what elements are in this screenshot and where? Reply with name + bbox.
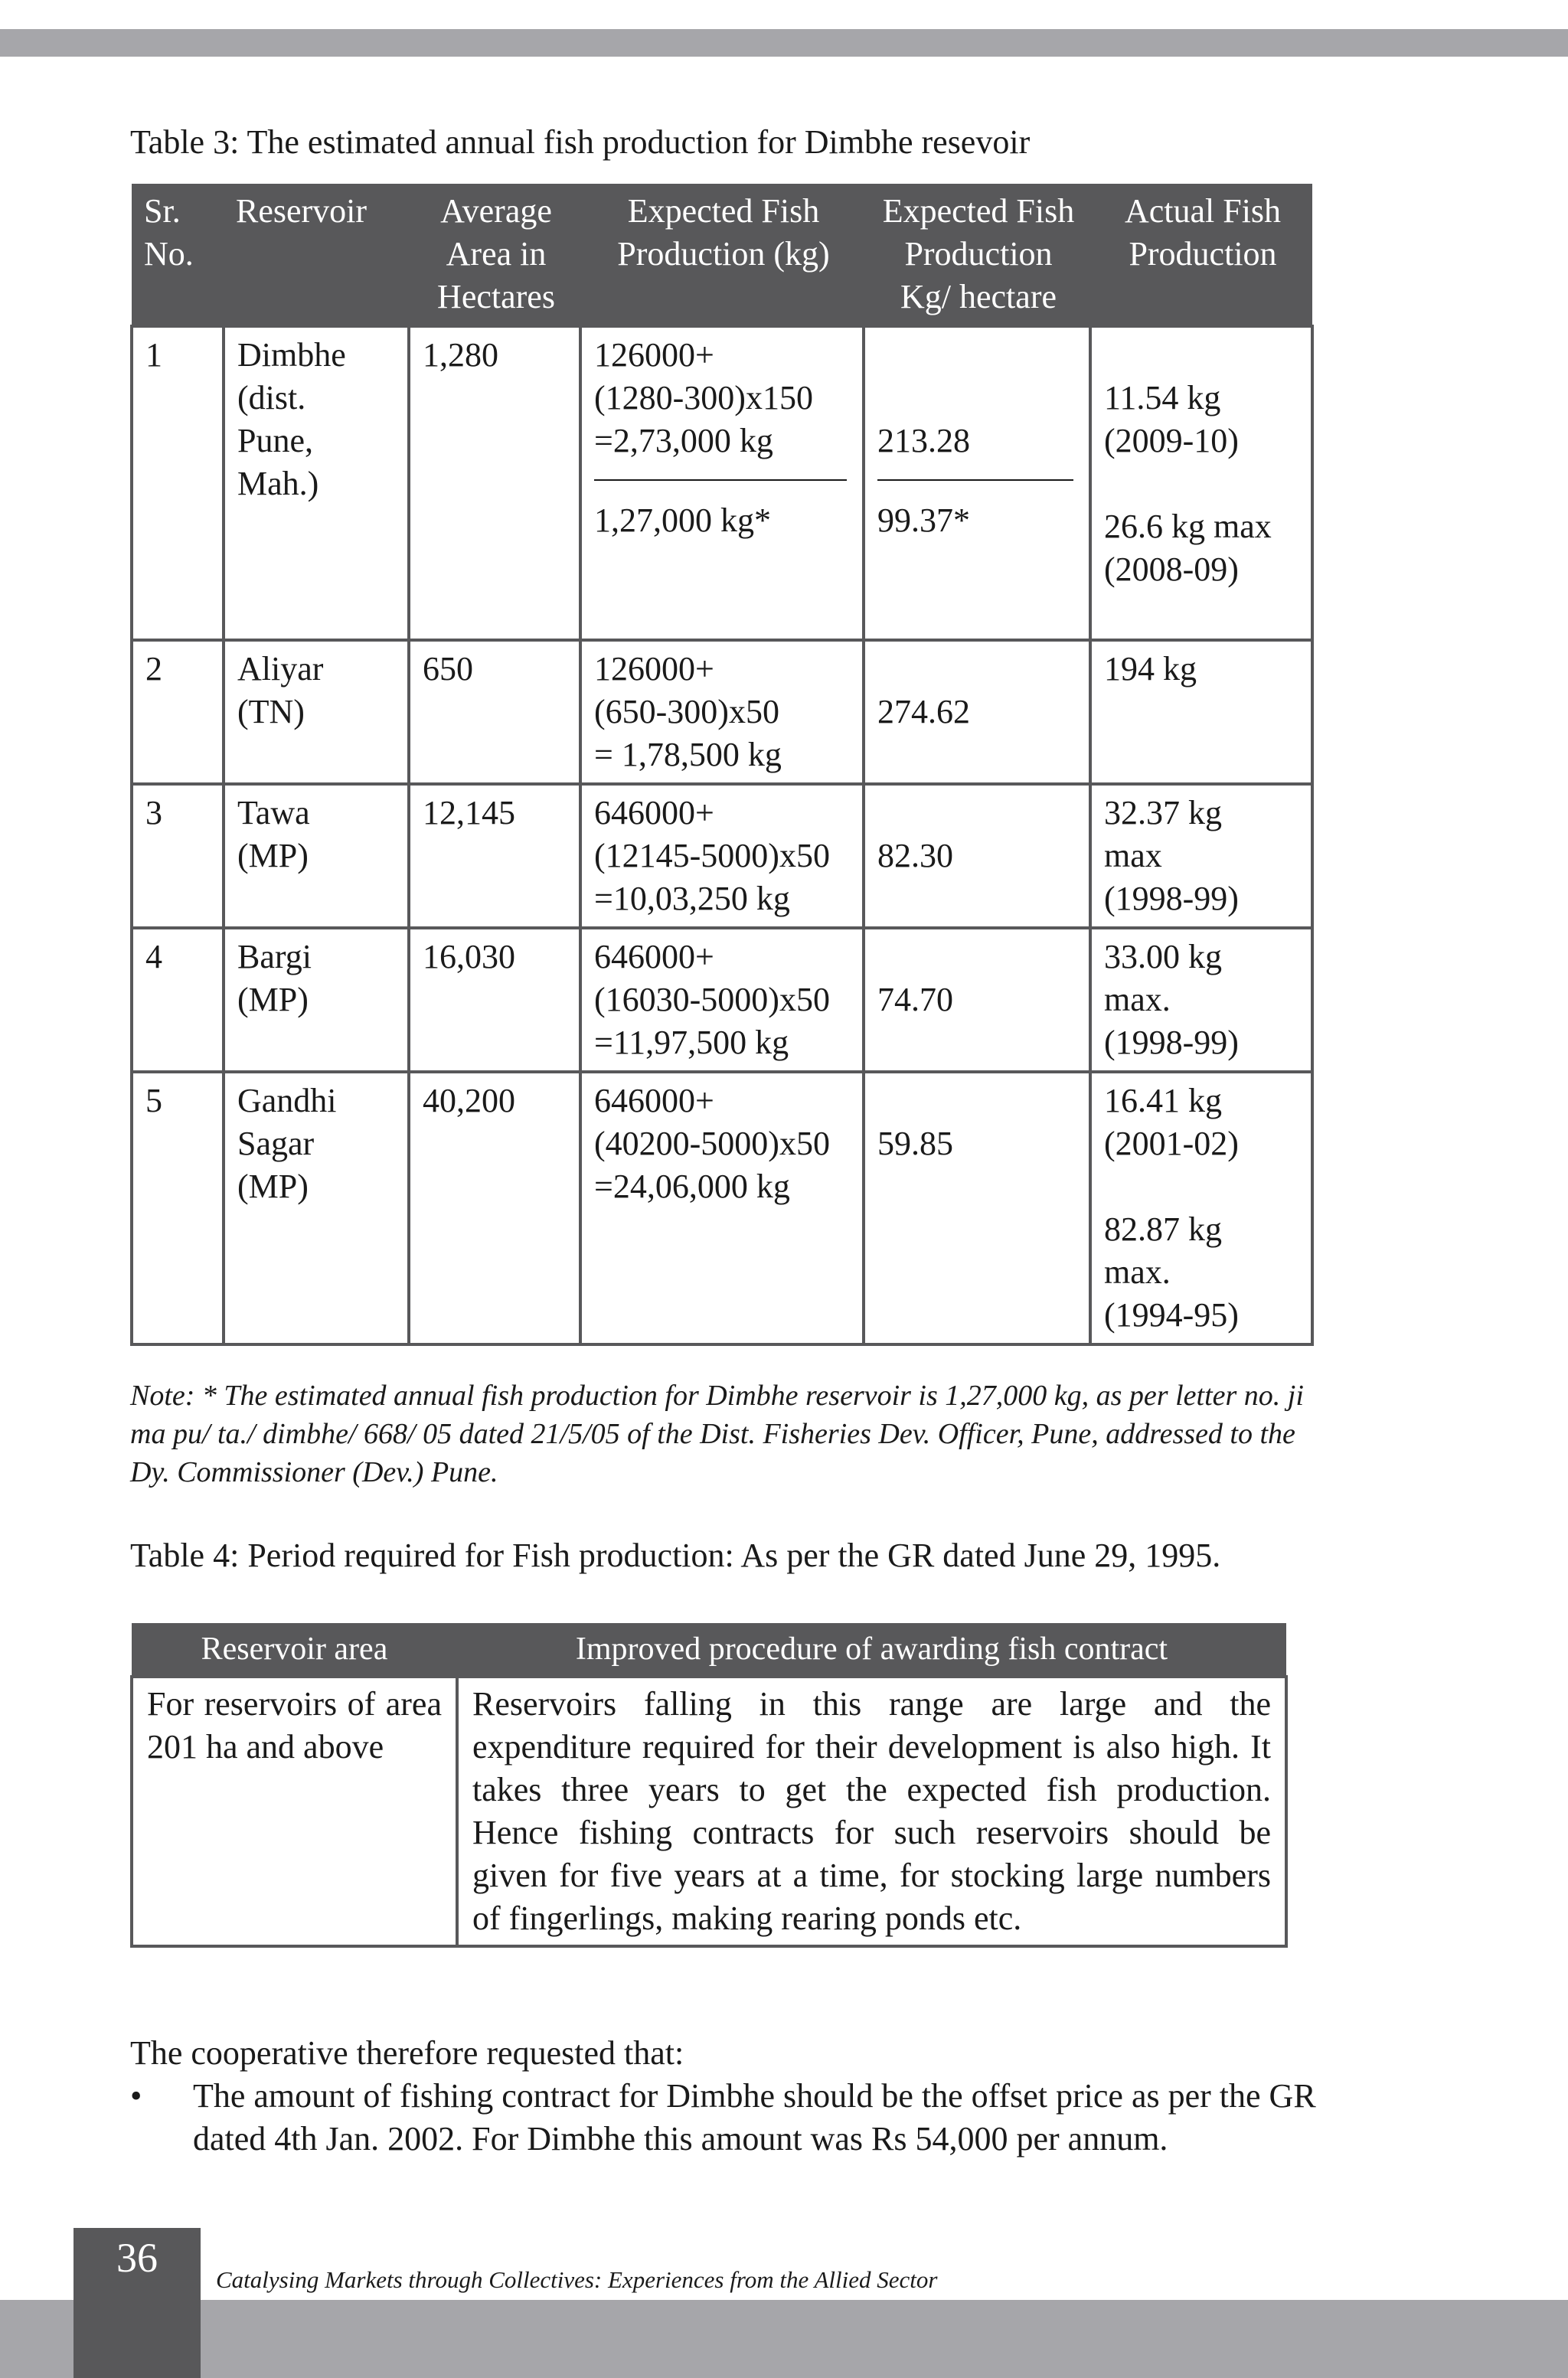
cell-area: 16,030 — [409, 928, 580, 1072]
cell-actual: 32.37 kg max (1998-99) — [1090, 784, 1312, 928]
cell-actual: 33.00 kg max. (1998-99) — [1090, 928, 1312, 1072]
cell-actual: 11.54 kg (2009-10) 26.6 kg max (2008-09) — [1090, 326, 1312, 640]
header-expected-per-hectare: Expected Fish Production Kg/ hectare — [864, 184, 1090, 326]
header-actual-production: Actual Fish Production — [1090, 184, 1312, 326]
header-expected-production: Expected Fish Production (kg) — [580, 184, 864, 326]
table-row — [132, 1072, 1312, 1344]
table3-caption: Table 3: The estimated annual fish production for Dimbhe resevoir — [130, 123, 1031, 161]
header-reservoir: Reservoir — [224, 184, 409, 326]
cell-expected: 646000+ (40200-5000)x50 =24,06,000 kg — [580, 1072, 864, 1344]
cell-per-hectare: 59.85 — [864, 1072, 1090, 1344]
cell-per-hectare: 74.70 — [864, 928, 1090, 1072]
table-row — [132, 326, 1312, 640]
header-area: Average Area in Hectares — [409, 184, 580, 326]
cell-procedure: Reservoirs falling in this range are large and the expenditure required for their development is also high. It takes three years to get the expected fish production. Hence fishing contracts for such reservoirs should be given for five years at a time, for stocking large numbers of fingerlings, making rearing ponds etc. — [457, 1677, 1286, 1946]
cell-area: 12,145 — [409, 784, 580, 928]
table3-note: Note: * The estimated annual fish production for Dimbhe reservoir is 1,27,000 kg, as per letter no. ji ma pu/ ta./ dimbhe/ 668/ 05 dated 21/5/05 of the Dist. Fisheries Dev. Officer, Pune, addressed to the Dy. Commissioner (Dev.) Pune. — [130, 1380, 1304, 1488]
cell-per-hectare: 274.62 — [864, 640, 1090, 784]
header-improved-procedure: Improved procedure of awarding fish contract — [457, 1623, 1286, 1677]
top-band — [0, 29, 1568, 57]
cell-reservoir: Bargi (MP) — [224, 928, 409, 1072]
cell-sr: 2 — [132, 640, 224, 784]
cell-actual: 16.41 kg (2001-02) 82.87 kg max. (1994-95) — [1090, 1072, 1312, 1344]
table-header-row — [132, 1623, 1286, 1677]
bullet-icon: • — [130, 2077, 142, 2115]
cell-per-hectare: 213.28 99.37* — [864, 326, 1090, 640]
cell-sr: 5 — [132, 1072, 224, 1344]
cell-expected: 646000+ (12145-5000)x50 =10,03,250 kg — [580, 784, 864, 928]
cell-reservoir: Tawa (MP) — [224, 784, 409, 928]
table4-caption: Table 4: Period required for Fish production: As per the GR dated June 29, 1995. — [130, 1537, 1221, 1574]
table-row — [132, 784, 1312, 928]
fish-production-table — [130, 184, 1314, 1346]
cell-expected: 126000+ (1280-300)x150 =2,73,000 kg 1,27,000 kg* — [580, 326, 864, 640]
table-header-row — [132, 184, 1312, 326]
divider — [594, 479, 847, 481]
cell-reservoir-area: For reservoirs of area 201 ha and above — [132, 1677, 457, 1946]
header-reservoir-area: Reservoir area — [132, 1623, 457, 1677]
cell-area: 650 — [409, 640, 580, 784]
table-row — [132, 1677, 1286, 1946]
page-number: 36 — [116, 2235, 158, 2281]
table-row — [132, 640, 1312, 784]
cell-area: 40,200 — [409, 1072, 580, 1344]
cell-reservoir: Dimbhe (dist. Pune, Mah.) — [224, 326, 409, 640]
bottom-band — [0, 2300, 1568, 2378]
cell-sr: 1 — [132, 326, 224, 640]
table-row — [132, 928, 1312, 1072]
cell-reservoir: Gandhi Sagar (MP) — [224, 1072, 409, 1344]
cell-actual: 194 kg — [1090, 640, 1312, 784]
cell-area: 1,280 — [409, 326, 580, 640]
cell-expected: 646000+ (16030-5000)x50 =11,97,500 kg — [580, 928, 864, 1072]
footer-book-title: Catalysing Markets through Collectives: Experiences from the Allied Sector — [216, 2266, 938, 2293]
cell-sr: 4 — [132, 928, 224, 1072]
cell-reservoir: Aliyar (TN) — [224, 640, 409, 784]
cell-sr: 3 — [132, 784, 224, 928]
header-sr-no: Sr. No. — [132, 184, 224, 326]
divider — [877, 479, 1073, 481]
body-intro: The cooperative therefore requested that: — [130, 2034, 684, 2072]
cell-per-hectare: 82.30 — [864, 784, 1090, 928]
cell-expected: 126000+ (650-300)x50 = 1,78,500 kg — [580, 640, 864, 784]
fish-contract-period-table — [130, 1623, 1288, 1948]
bullet-text: The amount of fishing contract for Dimbhe should be the offset price as per the GR dated 4th Jan. 2002. For Dimbhe this amount was Rs 54,000 per annum. — [193, 2077, 1316, 2158]
